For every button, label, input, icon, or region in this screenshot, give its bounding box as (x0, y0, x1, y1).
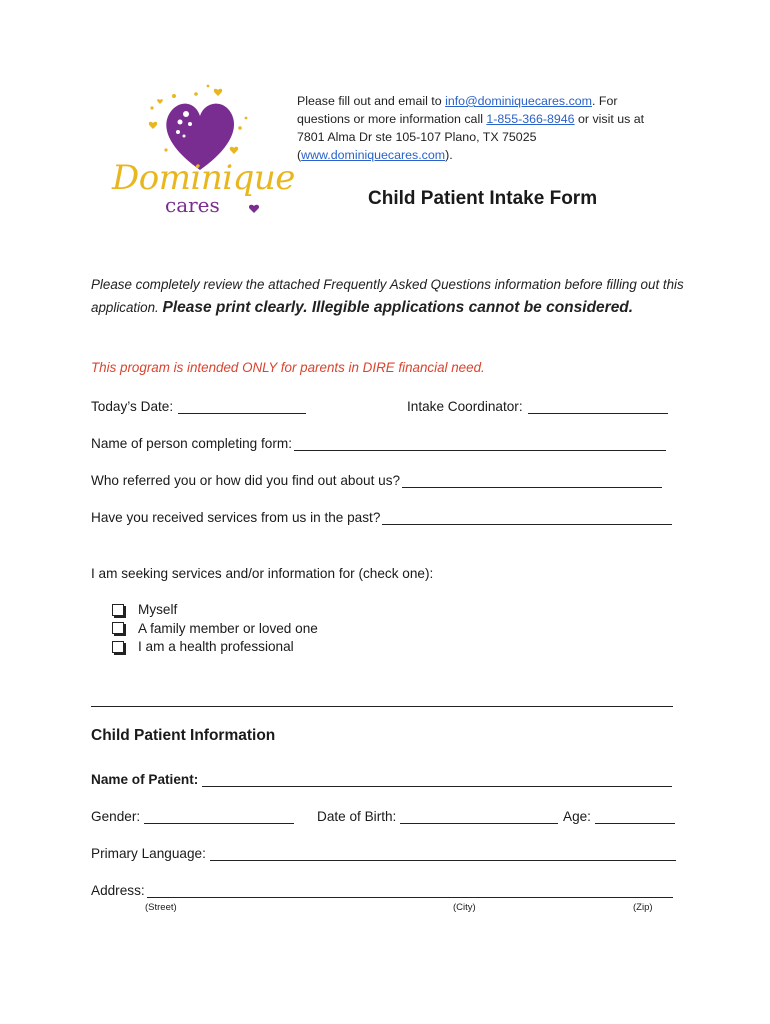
patient-name-field[interactable]: Name of Patient: (91, 772, 672, 787)
print-clearly-notice: Please print clearly. Illegible applications cannot be considered. (162, 299, 634, 316)
option-family-member[interactable]: A family member or loved one (112, 620, 318, 639)
primary-language-field[interactable]: Primary Language: (91, 846, 676, 861)
small-heart-icon (249, 205, 259, 213)
logo-wordmark: Dominique (112, 158, 295, 198)
contact-info: Please fill out and email to info@dominiquecares.com. For questions or more information call 1-855-366-8946 or visit us at 7801 Alma Dr ste 105-107 Plano, TX 75025 (www.dominiquecares.com). (297, 92, 677, 164)
zip-sublabel: (Zip) (633, 902, 653, 913)
section-divider (91, 706, 673, 707)
todays-date-field[interactable]: Today’s Date: (91, 399, 306, 414)
email-link[interactable]: info@dominiquecares.com (445, 94, 592, 108)
option-myself[interactable]: Myself (112, 601, 318, 620)
checkbox-icon[interactable] (112, 622, 124, 634)
intro-paragraph: Please completely review the attached Frequently Asked Questions information before filling out this application. Please print clearly. Illegible applications cannot be considered. (91, 277, 684, 316)
seeking-options (112, 601, 318, 657)
option-health-professional[interactable]: I am a health professional (112, 638, 318, 657)
financial-need-warning: This program is intended ONLY for parents in DIRE financial need. (91, 360, 485, 375)
referral-source-field[interactable]: Who referred you or how did you find out about us? (91, 473, 662, 488)
gender-field[interactable]: Gender: (91, 809, 294, 824)
seeking-services-label: I am seeking services and/or information for (check one): (91, 566, 434, 581)
office-address: 7801 Alma Dr ste 105-107 Plano, TX 75025 (297, 130, 537, 144)
address-field[interactable]: Address: (91, 883, 673, 898)
name-completing-form-field[interactable]: Name of person completing form: (91, 436, 666, 451)
website-link[interactable]: www.dominiquecares.com (301, 148, 446, 162)
date-of-birth-field[interactable]: Date of Birth: (317, 809, 558, 824)
street-sublabel: (Street) (145, 902, 177, 913)
child-patient-section-title: Child Patient Information (91, 727, 276, 744)
city-sublabel: (City) (453, 902, 476, 913)
form-title: Child Patient Intake Form (368, 188, 598, 209)
checkbox-icon[interactable] (112, 604, 124, 616)
phone-link[interactable]: 1-855-366-8946 (486, 112, 575, 126)
logo-subword: cares (165, 193, 220, 217)
intake-coordinator-field[interactable]: Intake Coordinator: (407, 399, 668, 414)
checkbox-icon[interactable] (112, 641, 124, 653)
age-field[interactable]: Age: (563, 809, 675, 824)
past-services-field[interactable]: Have you received services from us in the past? (91, 510, 672, 525)
